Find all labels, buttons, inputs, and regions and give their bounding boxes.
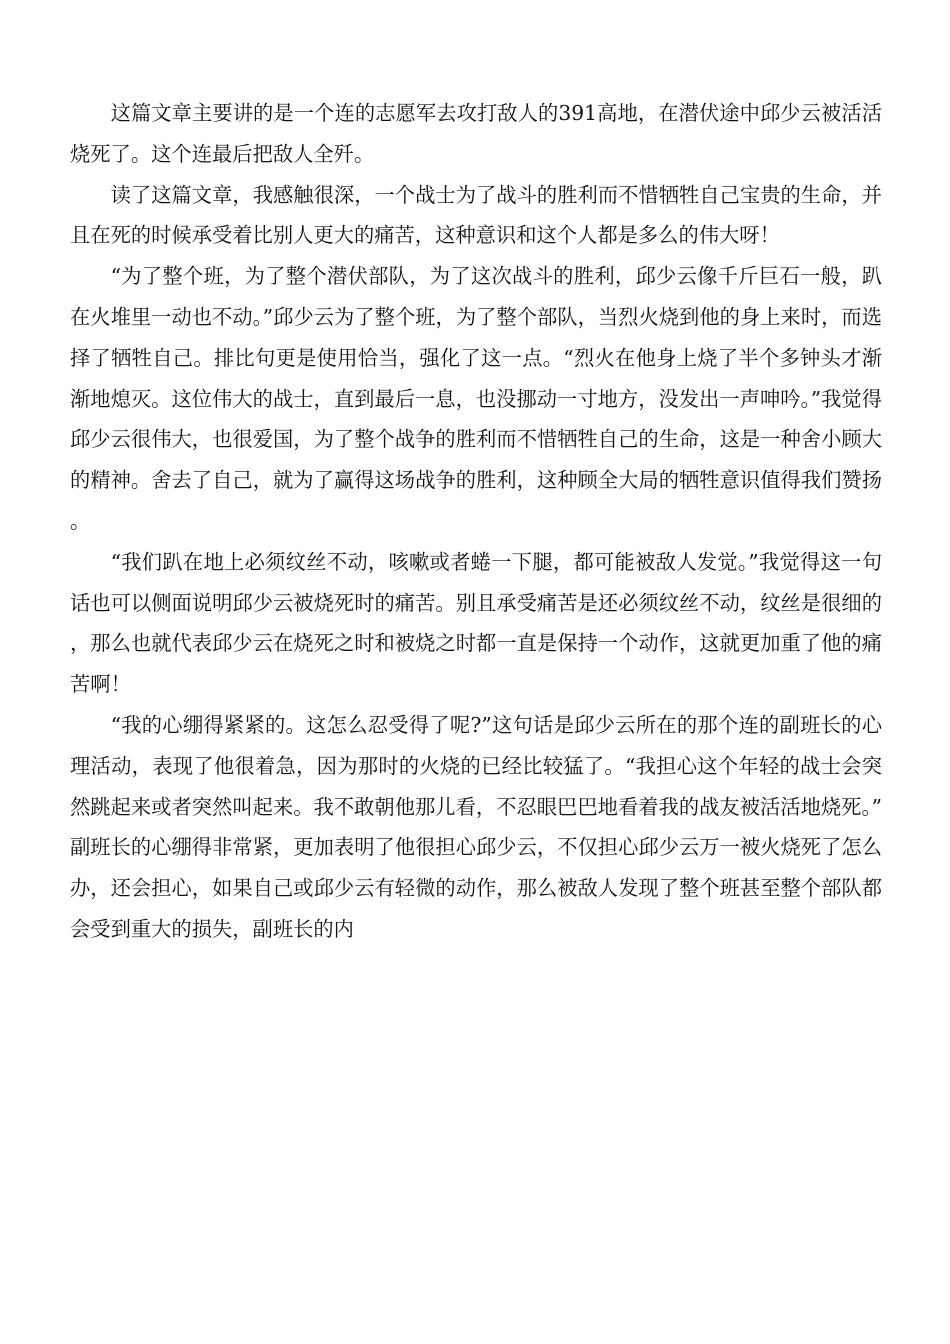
paragraph-4: “我们趴在地上必须纹丝不动，咳嗽或者蜷一下腿，都可能被敌人发觉。”我觉得这一句话也可以侧面说明邱少云被烧死时的痛苦。别且承受痛苦是还必须纹丝不动，纹丝是很细的，那么也就代表邱少云在烧死之时和被烧之时都一直是保持一个动作，这就更加重了他的痛苦啊！ [70, 549, 882, 697]
document-body [70, 93, 882, 950]
paragraph-5: “我的心绷得紧紧的。这怎么忍受得了呢?”这句话是邱少云所在的那个连的副班长的心理活动，表现了他很着急，因为那时的火烧的已经比较猛了。“我担心这个年轻的战士会突然跳起来或者突然叫起来。我不敢朝他那儿看，不忍眼巴巴地看着我的战友被活活地烧死。”副班长的心绷得非常紧，更加表明了他很担心邱少云，不仅担心邱少云万一被火烧死了怎么办，还会担心，如果自己或邱少云有轻微的动作，那么被敌人发现了整个班甚至整个部队都会受到重大的损失，副班长的内 [70, 712, 882, 941]
paragraph-2: 读了这篇文章，我感触很深，一个战士为了战斗的胜利而不惜牺牲自己宝贵的生命，并且在死的时候承受着比别人更大的痛苦，这种意识和这个人都是多么的伟大呀！ [70, 182, 882, 248]
paragraph-3: “为了整个班，为了整个潜伏部队，为了这次战斗的胜利，邱少云像千斤巨石一般，趴在火堆里一动也不动。”邱少云为了整个班，为了整个部队，当烈火烧到他的身上来时，而选择了牺牲自己。排比句更是使用恰当，强化了这一点。“烈火在他身上烧了半个多钟头才渐渐地熄灭。这位伟大的战士，直到最后一息，也没挪动一寸地方，没发出一声呻吟。”我觉得邱少云很伟大，也很爱国，为了整个战争的胜利而不惜牺牲自己的生命，这是一种舍小顾大的精神。舍去了自己，就为了赢得这场战争的胜利，这种顾全大局的牺牲意识值得我们赞扬。 [70, 264, 882, 533]
paragraph-1: 这篇文章主要讲的是一个连的志愿军去攻打敌人的391高地，在潜伏途中邱少云被活活烧死了。这个连最后把敌人全歼。 [70, 101, 882, 166]
